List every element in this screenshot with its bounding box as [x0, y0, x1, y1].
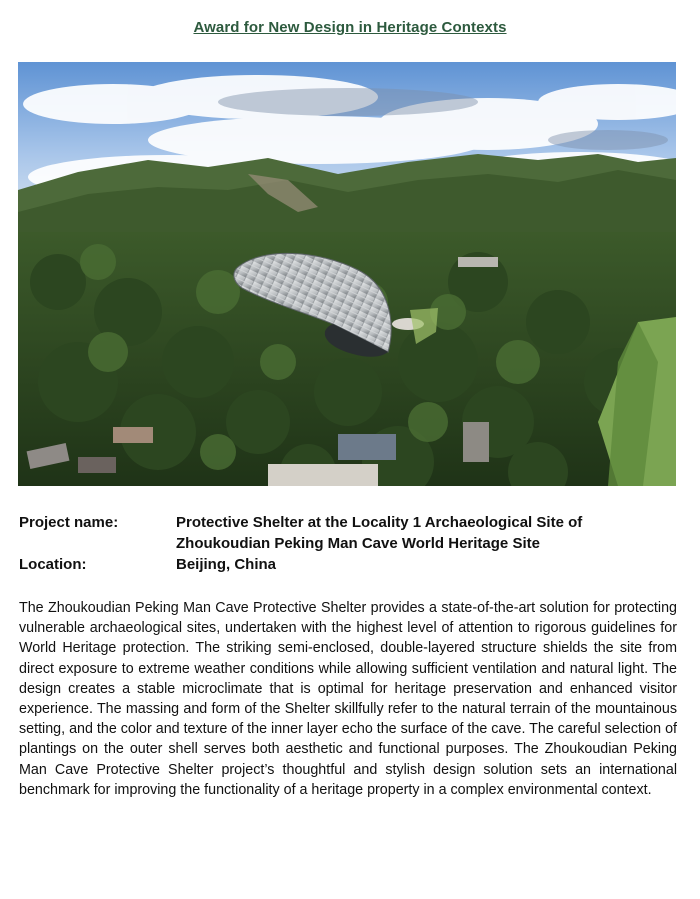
aerial-photo	[18, 62, 676, 486]
project-name-value: Protective Shelter at the Locality 1 Archaeological Site of Zhoukoudian Peking Man Cave World Heritage Site	[176, 514, 583, 552]
project-name-row	[19, 512, 679, 554]
project-description: The Zhoukoudian Peking Man Cave Protective Shelter provides a state-of-the-art solution for protecting vulnerable archaeological sites, undertaken with the highest level of attention to rigorous guidelines for World Heritage protection. The striking semi-enclosed, double-layered structure shields the site from direct exposure to extreme weather conditions while allowing sufficient ventilation and natural light. The design creates a stable microclimate that is optimal for heritage preservation and enhanced visitor experience. The massing and form of the Shelter skillfully refer to the natural terrain of the mountainous setting, and the color and texture of the inner layer echo the surface of the cave. The careful selection of plantings on the outer shell serves both aesthetic and functional purposes. The Zhoukoudian Peking Man Cave Protective Shelter project’s thoughtful and stylish design solution sets an international benchmark for improving the functionality of a heritage property in a complex environmental context.	[19, 600, 677, 798]
location-value: Beijing, China	[176, 556, 277, 573]
project-info	[19, 512, 679, 575]
location-row	[19, 554, 679, 575]
location-label: Location:	[19, 556, 87, 573]
award-title: Award for New Design in Heritage Contexts	[193, 19, 507, 36]
project-name-label: Project name:	[19, 514, 119, 531]
